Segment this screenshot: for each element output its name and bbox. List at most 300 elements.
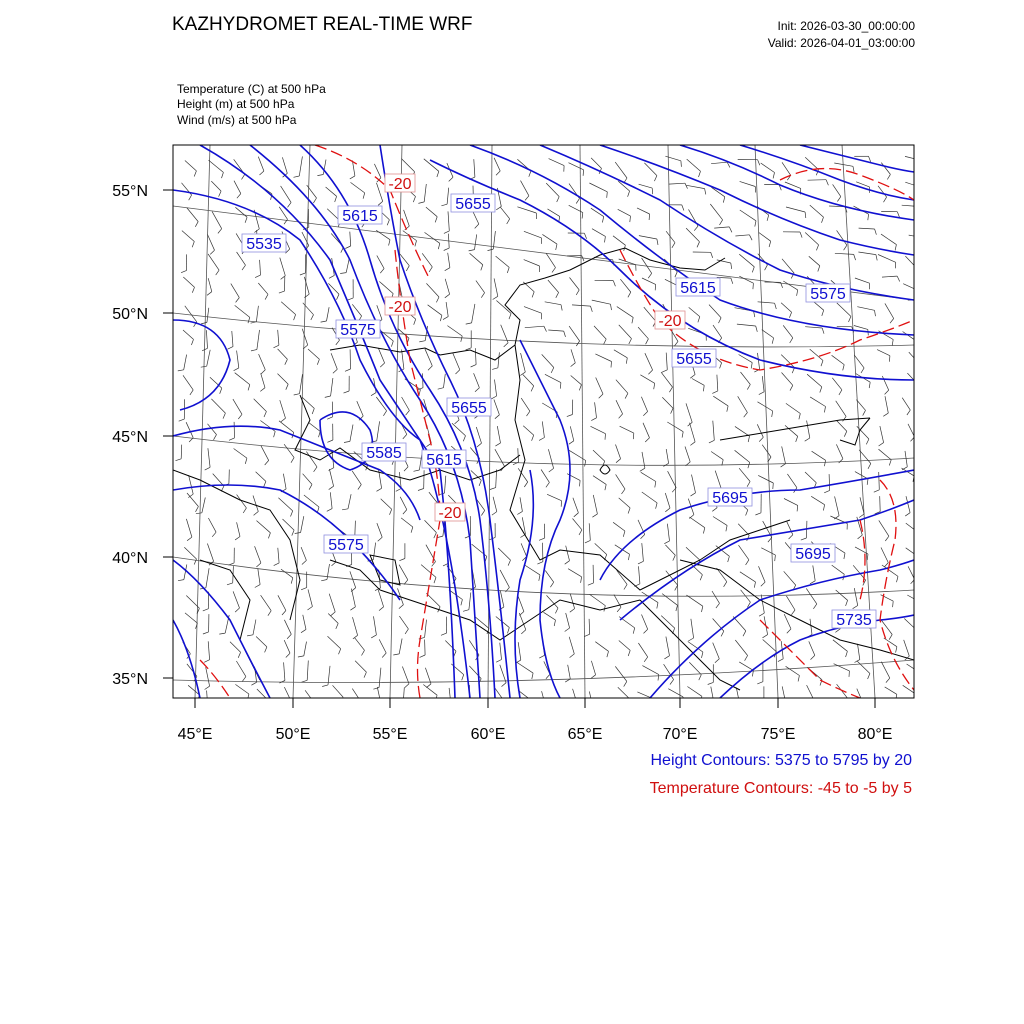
wind-barb [641,397,647,412]
wind-barb-flag [309,484,312,489]
wind-barb-flag [581,577,582,583]
wind-barb [207,691,208,709]
wind-barb-flag [844,245,847,250]
wind-barb-flag [445,294,450,298]
wind-barb-flag [219,633,225,634]
height-label: 5615 [342,208,378,225]
wind-barb [903,332,918,343]
wind-barb [837,684,848,698]
wind-barb [236,661,246,677]
wind-barb [521,181,529,196]
wind-barb [884,638,897,647]
wind-barb [447,188,449,205]
wind-barb [907,664,920,672]
wind-barb [639,236,657,239]
wind-barb-flag [694,226,698,231]
wind-barb-flag [377,488,382,491]
wind-barb [472,304,475,323]
wind-barb [281,569,293,578]
wind-barb-flag [822,310,824,316]
wind-barb [717,568,727,582]
map-title: KAZHYDROMET REAL-TIME WRF [172,14,473,35]
wind-barb-flag [196,507,199,512]
wind-barb-flag [756,326,758,332]
wind-barb [712,591,720,603]
wind-barb [857,307,874,311]
init-time: Init: 2026-03-30_00:00:00 [777,19,915,33]
wind-barb-flag [816,245,818,251]
wind-barb-flag [358,702,361,707]
wind-barb-flag [191,339,193,345]
wind-barb-flag [748,462,750,468]
wind-barb [232,331,233,347]
wind-barb-flag [294,394,300,395]
wind-barb-flag [546,674,550,678]
wind-barb-flag [490,488,496,490]
wind-barb-flag [745,656,748,661]
wind-barb [786,207,805,212]
wind-barb-flag [584,233,586,239]
wind-barb-flag [493,296,498,299]
wind-barb [758,402,773,411]
wind-barb-flag [463,610,469,612]
wind-barb-flag [585,461,586,467]
wind-barb-flag [229,563,235,565]
wind-barb-flag [681,161,682,167]
wind-barb-flag [462,675,464,681]
wind-barb [668,689,683,697]
wind-barb [762,376,764,392]
wind-barb [301,516,304,532]
wind-barb [741,372,751,385]
wind-barb-flag [507,267,509,273]
wind-barb [855,278,870,283]
wind-barb-flag [626,358,627,364]
wind-barb-flag [605,484,606,490]
wind-barb-flag [441,204,447,206]
wind-barb-flag [789,312,791,318]
wind-barb-flag [843,365,845,371]
wind-barb-flag [709,702,714,705]
wind-barb-flag [569,441,574,444]
wind-barb-flag [393,654,399,655]
wind-barb [517,663,533,674]
wind-barb [496,256,510,267]
wind-barb [448,211,449,231]
wind-barb [907,373,918,385]
wind-barb-flag [869,382,870,388]
wind-barb-flag [403,510,407,514]
wind-barb-flag [265,460,269,465]
wind-barb [858,644,860,660]
wind-barb-flag [789,535,793,539]
wind-barb-flag [672,243,675,248]
wind-barb-flag [811,655,815,659]
wind-barb-flag [282,611,286,616]
wind-barb [326,187,337,196]
wind-barb-flag [294,315,296,321]
wind-barb [208,254,219,270]
wind-barb [589,523,590,540]
wind-barb [566,546,570,561]
wind-barb-flag [481,510,484,515]
wind-barb-flag [896,694,897,700]
wind-barb [524,231,542,238]
wind-barb [740,210,756,221]
wind-barb [202,498,205,513]
wind-barb-flag [560,383,561,389]
wind-barb [521,353,526,372]
wind-barb-flag [446,706,451,709]
wind-barb-flag [434,577,436,583]
wind-barb-flag [585,540,590,543]
wind-barb [256,472,266,482]
wind-barb [524,307,542,314]
wind-barb-flag [399,605,404,609]
wind-barb [835,253,854,254]
wind-barb-flag [504,343,508,347]
wind-barb [829,474,830,490]
wind-barb-flag [436,297,439,302]
wind-barb-flag [889,460,891,466]
wind-barb-flag [266,701,269,707]
wind-barb-flag [746,560,749,565]
wind-barb-flag [279,291,285,293]
wind-barb-flag [628,508,630,514]
wind-barb-flag [670,680,674,685]
wind-barb [879,331,894,340]
wind-barb-flag [242,174,245,179]
wind-barb [740,572,756,582]
wind-barb [447,326,462,336]
wind-barb [784,614,791,629]
wind-barb-flag [761,582,765,586]
wind-barb [182,231,194,242]
wind-barb-flag [591,306,593,312]
wind-barb [331,353,337,369]
wind-barb-flag [539,438,544,441]
wind-barb-flag [390,509,392,515]
wind-barb [618,209,631,216]
wind-barb-flag [800,232,802,238]
wind-barb [637,692,651,698]
wind-barb-flag [405,684,409,688]
wind-barb [184,547,196,559]
wind-barb-flag [632,317,633,323]
wind-barb [282,157,287,173]
wind-barb-flag [371,393,376,396]
wind-barb-flag [759,392,764,395]
wind-barb [258,283,268,294]
wind-barb-flag [350,176,355,179]
wind-barb-flag [529,171,531,177]
wind-barb-flag [648,273,652,278]
wind-barb-flag [917,533,919,539]
wind-barb-flag [496,660,501,663]
wind-barb-flag [335,196,337,202]
wind-barb-flag [245,458,247,464]
wind-barb [639,566,640,584]
wind-barb [374,164,381,178]
wind-barb [378,590,383,607]
wind-barb-flag [302,560,307,564]
wind-barb-flag [567,415,573,417]
wind-barb-flag [751,363,752,369]
wind-barb [642,452,645,468]
wind-barb-flag [799,414,800,420]
wind-barb [642,492,657,503]
wind-barb [379,639,386,653]
wind-barb-flag [744,413,748,418]
wind-barb-flag [340,273,346,274]
wind-barb [453,353,460,370]
wind-barb [378,348,384,363]
wind-barb [278,374,289,385]
wind-barb [713,421,715,441]
wind-barb-flag [918,558,920,564]
wind-barb-flag [264,412,266,418]
wind-barb [379,282,393,294]
wind-barb [284,662,285,680]
wind-barb-flag [251,350,257,351]
wind-barb-flag [336,623,338,629]
wind-barb-flag [237,194,241,199]
wind-barb [571,349,575,362]
wind-barb-flag [867,554,868,560]
wind-barb-flag [464,700,470,702]
wind-barb-flag [712,391,718,394]
wind-barb-flag [491,396,496,399]
wind-barb [328,636,341,648]
height-label: 5655 [451,400,487,417]
wind-barb [278,498,292,511]
wind-barb [644,307,656,321]
wind-barb-flag [588,583,594,585]
height-label: 5585 [366,445,402,462]
wind-barb-flag [508,628,510,634]
wind-barb [308,349,319,359]
wind-barb [638,327,648,339]
height-label: 5695 [712,490,748,507]
wind-barb [858,252,876,255]
wind-barb-flag [897,212,899,218]
height-contours [173,145,914,698]
wind-barb [470,253,483,264]
wind-barb [500,570,509,588]
wind-barb [352,689,361,703]
field-height: Height (m) at 500 hPa [177,97,295,111]
wind-barb-flag [549,468,554,472]
wind-barb-flag [406,266,409,271]
wind-barb [519,613,526,630]
wind-barb-flag [227,583,233,585]
wind-barb [284,640,290,653]
wind-barb-flag [332,562,337,566]
wind-barb-flag [418,202,424,204]
wind-barb-flag [337,294,340,300]
wind-barb-flag [327,417,333,419]
wind-barb-flag [805,212,806,218]
wind-barb [692,379,704,386]
wind-barb [757,424,763,437]
wind-barb-flag [869,156,871,162]
wind-barb [280,258,286,276]
wind-barb-flag [527,411,530,416]
wind-barb [885,303,894,318]
field-temperature: Temperature (C) at 500 hPa [177,82,326,96]
wind-barb [278,349,288,359]
wind-barb [234,181,241,194]
wind-barb-flag [317,359,319,365]
wind-barb [494,158,500,171]
wind-barb-flag [623,531,625,537]
wind-barb-flag [525,196,529,201]
wind-barb [595,402,597,418]
wind-barb-flag [691,493,696,496]
country-borders [173,248,914,690]
wind-barb [496,470,497,488]
wind-barb [637,208,650,214]
wind-barb-flag [570,609,575,613]
wind-barb-flag [541,708,546,712]
wind-barb-flag [749,235,752,240]
wind-barb [665,156,681,161]
wind-barb [542,354,554,367]
wind-barb-flag [274,345,279,348]
wind-barb [348,494,351,509]
wind-barb [494,400,500,415]
wind-barb [903,284,917,290]
wind-barb [548,280,559,293]
wind-barb [237,351,239,368]
wind-barb [207,308,209,323]
wind-barb-flag [201,366,207,367]
wind-barb-flag [682,432,683,438]
wind-barb-flag [418,489,424,491]
wind-barb [902,205,918,206]
wind-barb-flag [378,537,383,541]
wind-barb [233,591,239,608]
wind-barb-flag [475,224,479,228]
wind-barb-flag [321,321,327,322]
wind-barb-flag [759,437,763,441]
wind-barb-flag [235,537,240,540]
wind-barb [881,662,890,678]
wind-barb-flag [644,657,648,662]
wind-barb-flag [398,704,404,706]
wind-barb-flag [554,620,555,626]
wind-barb [187,208,198,222]
wind-barb-flag [243,508,246,513]
wind-barb-flag [818,266,820,272]
wind-barb-flag [291,511,293,517]
wind-barb [570,278,580,290]
wind-barb [617,307,633,318]
wind-barb-flag [414,470,420,471]
wind-barb [782,446,786,463]
wind-barb-flag [915,631,917,637]
wind-barb-flag [797,505,798,511]
wind-barb [837,303,851,317]
wind-barb-flag [701,696,702,702]
wind-barb-flag [579,530,582,535]
wind-barb-flag [378,201,383,205]
wind-barb [616,400,623,414]
wind-barb [399,565,408,580]
wind-barb [615,666,627,681]
wind-barb [738,396,748,412]
wind-barb-flag [219,191,222,197]
wind-barb [428,305,442,316]
wind-barb-flag [773,483,774,489]
wind-barb [569,163,584,170]
wind-barb [495,380,497,397]
wind-barb-flag [539,655,544,658]
wind-barb-flag [281,418,286,422]
wind-barb [523,426,534,435]
wind-barb-flag [907,410,910,415]
wind-barb-flag [884,563,888,567]
wind-barb-flag [531,386,534,392]
wind-barb [879,449,892,460]
wind-barb-flag [565,561,570,565]
wind-barb-flag [373,688,379,690]
wind-barb-flag [411,527,413,533]
wind-barb-flag [564,331,566,337]
wind-barb-flag [763,635,768,638]
wind-barb [739,662,753,671]
temperature-contours-legend: Temperature Contours: -45 to -5 by 5 [649,780,912,797]
wind-barb-flag [555,608,558,613]
wind-barb [735,640,747,656]
wind-barb-flag [669,387,672,392]
wind-barb [620,279,630,292]
wind-barb-flag [218,229,222,234]
wind-barb [346,258,349,272]
wind-barb-flag [884,197,887,202]
wind-barb-flag [885,390,889,394]
wind-barb [877,350,890,356]
wind-barb-flag [456,370,460,374]
wind-barb [445,279,449,294]
wind-barb [786,403,800,413]
wind-barb [495,688,505,702]
wind-barb [518,468,528,482]
wind-barb-flag [322,685,328,687]
wind-barb [475,234,477,249]
wind-barb [881,163,890,175]
wind-barb [329,594,335,612]
wind-barb-flag [358,485,361,490]
wind-barb [711,452,723,460]
wind-barb [235,305,250,317]
wind-barb-flag [176,459,182,461]
field-wind: Wind (m/s) at 500 hPa [177,113,297,127]
wind-barb-flag [853,606,858,609]
wind-barb-flag [617,607,621,612]
wind-barb-flag [747,482,750,487]
wind-barb [304,642,307,656]
wind-barb-flag [285,359,288,364]
wind-barb [904,640,910,656]
wind-barb-flag [265,294,268,299]
wind-barb-flag [758,160,760,166]
wind-barb-flag [611,304,612,310]
wind-barb-flag [897,276,900,281]
wind-barb-flag [673,555,676,560]
wind-barb-flag [192,287,194,293]
wind-barb-flag [265,647,267,653]
